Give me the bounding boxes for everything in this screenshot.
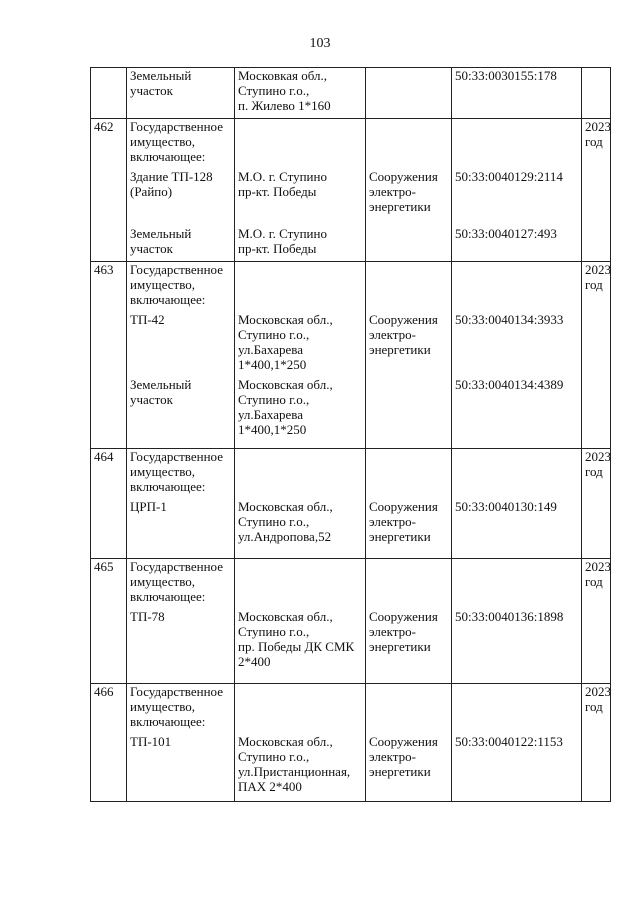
- item-purpose: Сооружения электро- энергетики: [369, 734, 438, 779]
- table-row: [91, 684, 611, 802]
- item-address: М.О. г. Ступино пр-кт. Победы: [238, 169, 327, 199]
- item-cadastral: 50:33:0040122:1153: [455, 734, 563, 749]
- row-year: 2023 год: [585, 119, 611, 149]
- item-address: М.О. г. Ступино пр-кт. Победы: [238, 226, 327, 256]
- item-name: ТП-42: [130, 312, 165, 327]
- row-year: 2023 год: [585, 684, 611, 714]
- item-cadastral: 50:33:0040134:4389: [455, 377, 564, 392]
- item-address: Московкая обл., Ступино г.о., п. Жилево 1*160: [238, 68, 331, 113]
- page-number: 103: [309, 36, 331, 51]
- row-year: 2023 год: [585, 559, 611, 589]
- row-number: 466: [94, 684, 114, 699]
- item-name: Земельный участок: [130, 377, 192, 407]
- row-year: 2023 год: [585, 449, 611, 479]
- row-number: 462: [94, 119, 114, 134]
- row-number: 465: [94, 559, 114, 574]
- item-name: Здание ТП-128 (Райпо): [130, 169, 213, 199]
- item-name: ТП-78: [130, 609, 165, 624]
- item-address: Московская обл., Ступино г.о., ул.Пристанционная, ПАХ 2*400: [238, 734, 351, 794]
- item-header: Государственное имущество, включающее:: [130, 559, 223, 604]
- item-address: Московская обл., Ступино г.о., пр. Победы ДК СМК 2*400: [238, 609, 355, 669]
- item-cadastral: 50:33:0040129:2114: [455, 169, 563, 184]
- item-purpose: Сооружения электро- энергетики: [369, 609, 438, 654]
- item-name: Земельный участок: [130, 68, 192, 98]
- item-cadastral: 50:33:0040136:1898: [455, 609, 564, 624]
- item-cadastral: 50:33:0040127:493: [455, 226, 557, 241]
- item-address: Московская обл., Ступино г.о., ул.Бахарева 1*400,1*250: [238, 377, 333, 437]
- item-address: Московская обл., Ступино г.о., ул.Андропова,52: [238, 499, 333, 544]
- item-purpose: Сооружения электро- энергетики: [369, 169, 438, 214]
- item-cadastral: 50:33:0040130:149: [455, 499, 557, 514]
- table-row: [91, 262, 611, 449]
- table-row: [91, 119, 611, 262]
- row-number: 463: [94, 262, 114, 277]
- item-cadastral: 50:33:0040134:3933: [455, 312, 564, 327]
- row-year: 2023 год: [585, 262, 611, 292]
- item-address: Московская обл., Ступино г.о., ул.Бахарева 1*400,1*250: [238, 312, 333, 372]
- table-row: [91, 449, 611, 559]
- row-number: 464: [94, 449, 114, 464]
- item-purpose: Сооружения электро- энергетики: [369, 312, 438, 357]
- item-header: Государственное имущество, включающее:: [130, 119, 223, 164]
- table-row: [91, 559, 611, 684]
- item-header: Государственное имущество, включающее:: [130, 262, 223, 307]
- item-header: Государственное имущество, включающее:: [130, 449, 223, 494]
- table-row: [91, 68, 611, 119]
- item-name: ЦРП-1: [130, 499, 167, 514]
- item-cadastral: 50:33:0030155:178: [455, 68, 557, 83]
- property-registry-table: [90, 67, 611, 802]
- item-name: Земельный участок: [130, 226, 192, 256]
- item-name: ТП-101: [130, 734, 172, 749]
- row-number: [91, 68, 127, 119]
- item-purpose: Сооружения электро- энергетики: [369, 499, 438, 544]
- item-header: Государственное имущество, включающее:: [130, 684, 223, 729]
